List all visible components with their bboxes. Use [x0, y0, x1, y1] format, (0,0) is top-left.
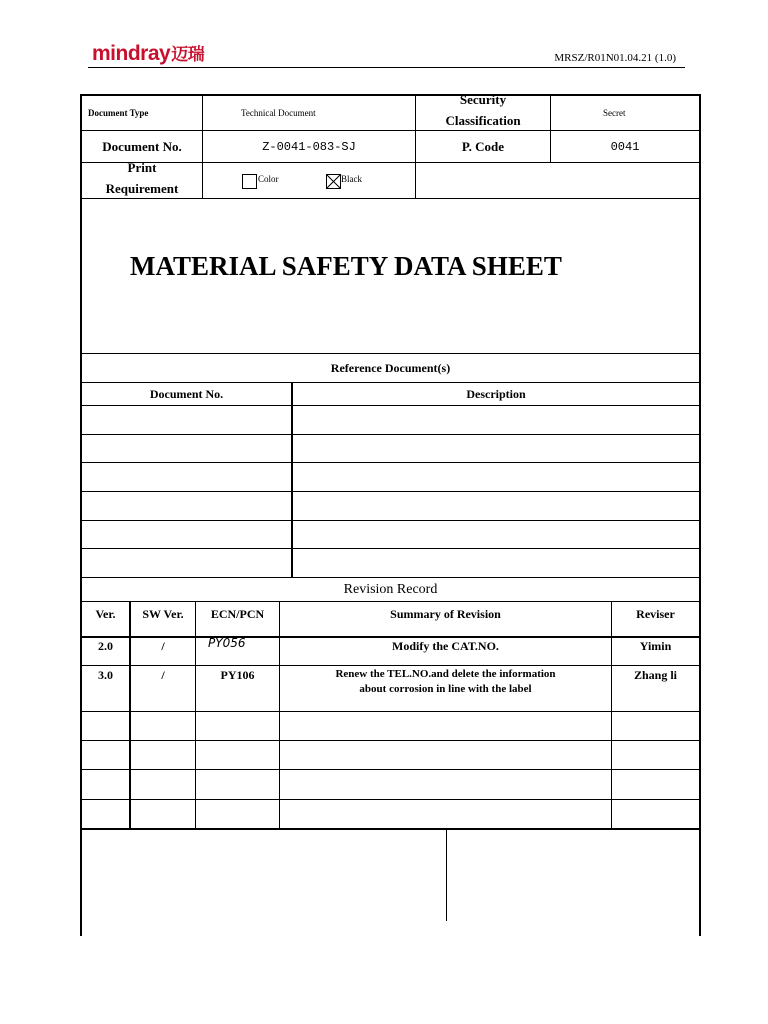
- table-row: [80, 520, 701, 521]
- brand-name-chinese: 迈瑞: [171, 45, 205, 65]
- revision-row-1-ver: 2.0: [98, 638, 113, 653]
- revision-row-1-reviser: Yimin: [639, 638, 672, 653]
- table-row: [80, 740, 701, 741]
- document-no-value: Z-0041-083-SJ: [262, 139, 356, 154]
- table-row: [80, 462, 701, 463]
- brand-name: mindray: [92, 42, 171, 65]
- revision-record-heading: Revision Record: [343, 581, 438, 597]
- revision-row-2-summary: Renew the TEL.NO.and delete the information about corrosion in line with the label: [335, 668, 556, 695]
- page-title: MATERIAL SAFETY DATA SHEET: [130, 251, 562, 281]
- revision-row-1-sw-ver: /: [161, 638, 165, 653]
- security-classification-value: Secret: [603, 107, 626, 118]
- revision-row-2-ver: 3.0: [98, 667, 113, 682]
- print-requirement-label: Print Requirement: [105, 160, 179, 196]
- revision-col-ecn-pcn: ECN/PCN: [210, 606, 265, 621]
- document-type-value: Technical Document: [241, 107, 316, 118]
- reference-documents-heading: Reference Document(s): [330, 360, 451, 375]
- signature-area-divider: [446, 829, 447, 921]
- company-logo: [92, 40, 204, 66]
- revision-row-1-summary: Modify the CAT.NO.: [392, 638, 499, 653]
- black-checkbox[interactable]: [326, 174, 341, 189]
- table-row: [80, 769, 701, 770]
- document-type-label: Document Type: [88, 107, 149, 118]
- table-row: [80, 491, 701, 492]
- reference-col-document-no: Document No.: [149, 386, 224, 401]
- revision-row-2-reviser: Zhang li: [633, 667, 678, 682]
- security-classification-label: Security Classification: [445, 92, 521, 128]
- reference-col-description: Description: [466, 386, 526, 401]
- revision-col-ver: Ver.: [95, 606, 116, 621]
- checkbox-cross-icon: [327, 175, 340, 188]
- table-row: [80, 799, 701, 800]
- revision-row-1-ecn: PY056: [208, 636, 246, 650]
- form-code: MRSZ/R01N01.04.21 (1.0): [554, 52, 676, 64]
- revision-col-sw-ver: SW Ver.: [142, 606, 184, 621]
- table-row: [80, 434, 701, 435]
- revision-row-2-ecn: PY106: [220, 667, 255, 682]
- revision-row-2-sw-ver: /: [161, 667, 165, 682]
- color-checkbox[interactable]: [242, 174, 257, 189]
- document-no-label: Document No.: [102, 138, 182, 154]
- black-option-label: Black: [341, 174, 362, 184]
- header-rule: [88, 67, 685, 68]
- revision-col-summary: Summary of Revision: [390, 606, 501, 621]
- table-right-border: [699, 94, 701, 936]
- revision-col-reviser: Reviser: [636, 606, 675, 621]
- p-code-label: P. Code: [461, 138, 505, 154]
- color-option-label: Color: [258, 174, 279, 184]
- table-row: [80, 548, 701, 549]
- p-code-value: 0041: [610, 139, 640, 154]
- table-left-border: [80, 94, 82, 936]
